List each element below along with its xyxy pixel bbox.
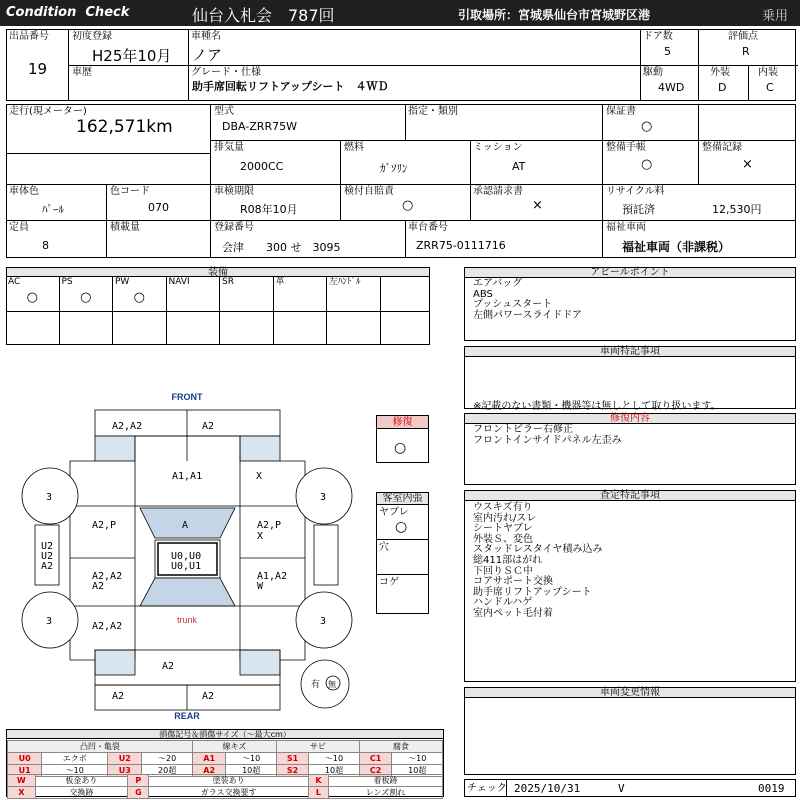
legend-code: P bbox=[128, 775, 149, 787]
legend-desc: 10超 bbox=[309, 765, 359, 777]
legend-code: G bbox=[128, 787, 149, 799]
appeal-line: ABS bbox=[473, 288, 493, 300]
equipment-item bbox=[167, 277, 221, 345]
legend-title: 損傷記号＆損傷サイズ（〜最大cm） bbox=[7, 730, 443, 739]
legend-desc: 〜10 bbox=[42, 765, 108, 777]
legend-desc: 〜20 bbox=[142, 753, 192, 765]
legend-code: U2 bbox=[108, 753, 142, 765]
drive-label: 駆動 bbox=[643, 67, 663, 78]
appeal-line: エアバッグ bbox=[473, 278, 523, 289]
side-mark-2: U2 bbox=[41, 551, 54, 562]
doors-label: ドア数 bbox=[643, 31, 673, 42]
grade-value: 助手席回転リフトアップシート ４ＷＤ bbox=[192, 80, 389, 93]
car-damage-diagram bbox=[0, 380, 370, 725]
mark-hood-right: X bbox=[256, 471, 263, 482]
equipment-item bbox=[220, 277, 274, 345]
plate-value: 会津 300 せ 3095 bbox=[222, 241, 341, 254]
equipment-item bbox=[274, 277, 328, 345]
color-code-value: 070 bbox=[148, 201, 169, 214]
mark-left-quarter: A2,A2 bbox=[92, 621, 123, 632]
mark-left-rear-door-1: A2,A2 bbox=[92, 571, 123, 582]
color-code-label: 色コード bbox=[110, 186, 150, 197]
equipment-value: ○ bbox=[133, 290, 145, 305]
interior-hole-label: 穴 bbox=[379, 542, 389, 553]
mark-rear-bottom-right: A2 bbox=[202, 691, 215, 702]
approval-value: × bbox=[532, 198, 543, 213]
recorder-label: 検付自賠責 bbox=[344, 186, 394, 197]
legend-code: C2 bbox=[359, 765, 392, 777]
trunk-label: trunk bbox=[176, 615, 198, 625]
inspection-value: R08年10月 bbox=[240, 203, 298, 216]
recorder-value: ○ bbox=[402, 198, 414, 213]
plate-label: 登録番号 bbox=[214, 222, 254, 233]
model-value: DBA-ZRR75W bbox=[222, 120, 297, 133]
pickup-location: 引取場所：宮城県仙台市宮城野区港 bbox=[458, 8, 651, 22]
spare-mark: 無 bbox=[328, 680, 336, 689]
tire-front-left: 3 bbox=[46, 492, 53, 503]
load-label: 積載量 bbox=[110, 222, 140, 233]
service-book-label: 整備手帳 bbox=[606, 142, 646, 153]
mark-rear-gate: A2 bbox=[162, 661, 175, 672]
mark-front-top-right: A2 bbox=[202, 421, 215, 432]
mark-left-front-door: A2,P bbox=[92, 520, 117, 531]
legend-code: X bbox=[8, 787, 36, 799]
equipment-label: NAVI bbox=[168, 277, 190, 287]
legend-desc: ガラス交換要す bbox=[149, 787, 308, 799]
tire-rear-left: 3 bbox=[46, 616, 53, 627]
capacity-label: 定員 bbox=[9, 222, 29, 233]
inspection-label: 車検期限 bbox=[214, 186, 254, 197]
legend-code: L bbox=[308, 787, 328, 799]
welfare-value: 福祉車両（非課税） bbox=[622, 240, 731, 254]
mark-right-front-door-1: A2,P bbox=[257, 520, 282, 531]
interior-wrinkle-value: ○ bbox=[395, 519, 408, 535]
chassis-label: 車台番号 bbox=[408, 222, 448, 233]
interior-burn-label: コゲ bbox=[379, 577, 399, 588]
check-number: 0019 bbox=[758, 782, 785, 795]
legend-desc: 10超 bbox=[226, 765, 276, 777]
note-line: 外装Ｓ、変色 bbox=[473, 533, 533, 545]
check-label: チェック bbox=[467, 783, 507, 794]
note-line: スタッドレスタイヤ積み込み bbox=[473, 544, 603, 556]
notes-list bbox=[473, 503, 603, 620]
mark-front-top-left: A2,A2 bbox=[112, 421, 143, 432]
mileage-label: 走行(現メーター) bbox=[9, 106, 87, 117]
first-reg-label: 初度登録 bbox=[72, 31, 112, 42]
check-date: 2025/10/31 bbox=[514, 782, 581, 795]
history-label: 車歴 bbox=[72, 67, 92, 78]
equipment-item bbox=[6, 277, 60, 345]
lot-label: 出品番号 bbox=[9, 31, 49, 42]
interior-wrinkle-label: ヤブレ bbox=[379, 507, 409, 518]
legend-code: K bbox=[308, 775, 328, 787]
recycle-status: 預託済 bbox=[622, 203, 655, 216]
legend-desc: 〜10 bbox=[392, 753, 443, 765]
mark-hood-left: A1,A1 bbox=[172, 471, 203, 482]
mark-roof-2: U0,U1 bbox=[171, 561, 202, 572]
legend-code: A2 bbox=[192, 765, 226, 777]
lot-number: 19 bbox=[28, 60, 48, 78]
repair-title: 修復 bbox=[377, 416, 428, 429]
exterior-label: 外装 bbox=[710, 67, 730, 78]
special-title: 車両特記事項 bbox=[465, 347, 795, 357]
transmission-value: AT bbox=[512, 160, 526, 173]
legend-code: S2 bbox=[276, 765, 308, 777]
tire-front-right: 3 bbox=[320, 492, 327, 503]
mark-roof-1: U0,U0 bbox=[171, 551, 202, 562]
vehicle-category: 乗用 bbox=[762, 9, 789, 24]
mark-windshield: A bbox=[182, 520, 189, 531]
equipment-label: PW bbox=[115, 277, 130, 287]
mark-right-rear-door-2: W bbox=[257, 581, 264, 592]
legend-desc: 板金あり bbox=[35, 775, 128, 787]
legend-desc: 20超 bbox=[142, 765, 192, 777]
interior-title: 客室内張 bbox=[377, 493, 428, 505]
legend-grid bbox=[7, 740, 443, 777]
repair-value: ○ bbox=[394, 440, 407, 456]
equipment-label: AC bbox=[8, 277, 21, 287]
check-mark: V bbox=[618, 782, 625, 795]
interior-value: C bbox=[766, 81, 774, 94]
equipment-value: ○ bbox=[80, 290, 92, 305]
legend-code: W bbox=[8, 775, 36, 787]
mark-right-rear-door-1: A1,A2 bbox=[257, 571, 288, 582]
note-line: 総411部はがれ bbox=[473, 554, 543, 566]
rating-value: R bbox=[742, 45, 750, 58]
equipment-label: SR bbox=[222, 277, 234, 287]
legend-desc: 〜10 bbox=[309, 753, 359, 765]
legend-desc: レンズ割れ bbox=[329, 787, 443, 799]
color-value: ﾊﾟｰﾙ bbox=[42, 203, 64, 216]
legend-code: C1 bbox=[359, 753, 392, 765]
mark-rear-bottom-left: A2 bbox=[112, 691, 125, 702]
equipment-label: 革 bbox=[275, 277, 285, 287]
equipment-title: 装備 bbox=[7, 268, 429, 277]
equipment-item bbox=[327, 277, 381, 345]
drive-value: 4WD bbox=[658, 81, 685, 94]
repair-line: フロントインサイドパネル左歪み bbox=[473, 434, 622, 446]
warranty-label: 保証書 bbox=[606, 106, 636, 117]
note-line: ウスキズ有り bbox=[473, 502, 533, 513]
appeal-list bbox=[473, 279, 582, 321]
name-label: 車種名 bbox=[191, 31, 221, 42]
note-line: ハンドルハゲ bbox=[473, 597, 533, 609]
fuel-value: ｶﾞｿﾘﾝ bbox=[380, 162, 408, 175]
exterior-value: D bbox=[718, 81, 727, 94]
model-label: 型式 bbox=[214, 106, 234, 117]
doors-value: 5 bbox=[664, 45, 671, 58]
mileage-value: 162,571km bbox=[76, 117, 173, 137]
brand-title: Condition Check bbox=[6, 5, 130, 20]
legend-header: 腐食 bbox=[359, 741, 442, 753]
legend-desc: エクボ bbox=[42, 753, 108, 765]
repair-list bbox=[473, 425, 622, 446]
legend-code: U0 bbox=[8, 753, 42, 765]
note-line: 助手席リフトアップシート bbox=[473, 586, 592, 598]
approval-label: 承認請求書 bbox=[473, 186, 523, 197]
legend-code: A1 bbox=[192, 753, 226, 765]
repair-line: フロントピラー右修正 bbox=[473, 424, 573, 435]
inspector-notes-title: 査定特記事項 bbox=[465, 491, 795, 501]
special-note: ※記載のない書類・機器等は無しとして取り扱います。 bbox=[473, 401, 721, 412]
note-line: シートヤブレ bbox=[473, 523, 533, 535]
service-record-value: × bbox=[742, 157, 753, 172]
legend-desc: 塗装あり bbox=[149, 775, 308, 787]
change-title: 車両変更情報 bbox=[465, 688, 795, 698]
change-box bbox=[464, 687, 796, 775]
warranty-value: ○ bbox=[641, 119, 653, 134]
appeal-title: アピールポイント bbox=[465, 268, 795, 278]
legend-desc: 〜10 bbox=[226, 753, 276, 765]
legend-header: サビ bbox=[276, 741, 359, 753]
legend-header: 凸凹・亀裂 bbox=[8, 741, 193, 753]
equipment-label: PS bbox=[61, 277, 73, 287]
displacement-label: 排気量 bbox=[214, 142, 244, 153]
chassis-value: ZRR75-0111716 bbox=[416, 239, 506, 252]
grade-label: グレード・仕様 bbox=[191, 67, 261, 78]
legend-extra bbox=[7, 774, 443, 799]
equipment-item bbox=[60, 277, 114, 345]
repair-content-title: 修復内容 bbox=[465, 414, 795, 424]
equipment-value: ○ bbox=[26, 290, 38, 305]
legend-header: 線キズ bbox=[192, 741, 276, 753]
interior-label: 内装 bbox=[758, 67, 778, 78]
spare-label: 有 bbox=[311, 680, 321, 690]
appeal-line: プッシュスタート bbox=[473, 299, 553, 311]
welfare-label: 福祉車両 bbox=[606, 222, 646, 233]
tire-rear-right: 3 bbox=[320, 616, 327, 627]
recycle-label: リサイクル料 bbox=[606, 186, 665, 197]
appeal-line: 左側パワースライドドア bbox=[473, 309, 582, 321]
equipment-item bbox=[113, 277, 167, 345]
legend-code: U1 bbox=[8, 765, 42, 777]
legend-desc: 着板跡 bbox=[329, 775, 443, 787]
first-reg-value: H25年10月 bbox=[92, 47, 172, 65]
legend-code: S1 bbox=[276, 753, 308, 765]
legend-desc: 10超 bbox=[392, 765, 443, 777]
color-label: 車体色 bbox=[9, 186, 39, 197]
service-book-value: ○ bbox=[641, 157, 653, 172]
note-line: 室内ペット毛付着 bbox=[473, 607, 553, 619]
side-mark-1: U2 bbox=[41, 541, 54, 552]
fuel-label: 燃料 bbox=[344, 142, 364, 153]
service-record-label: 整備記録 bbox=[702, 142, 742, 153]
designation-label: 指定・類別 bbox=[408, 106, 458, 117]
transmission-label: ミッション bbox=[473, 142, 523, 153]
mark-left-rear-door-2: A2 bbox=[92, 581, 105, 592]
mark-right-front-door-2: X bbox=[257, 531, 264, 542]
legend-desc: 交換跡 bbox=[35, 787, 128, 799]
note-line: 室内汚れ/スレ bbox=[473, 512, 537, 524]
capacity-value: 8 bbox=[42, 239, 49, 252]
note-line: 下回りＳＣ中 bbox=[473, 565, 533, 577]
front-label: FRONT bbox=[171, 392, 203, 402]
side-mark-3: A2 bbox=[41, 561, 54, 572]
recycle-fee: 12,530円 bbox=[712, 203, 762, 216]
note-line: コアサポート交換 bbox=[473, 576, 553, 588]
displacement-value: 2000CC bbox=[240, 160, 284, 173]
vehicle-name: ノア bbox=[192, 46, 223, 64]
rating-label: 評価点 bbox=[728, 31, 758, 42]
equipment-label: 左ﾊﾝﾄﾞﾙ bbox=[329, 277, 361, 287]
auction-title: 仙台入札会 787回 bbox=[192, 6, 335, 25]
rear-label: REAR bbox=[174, 711, 200, 721]
legend-code: U3 bbox=[108, 765, 142, 777]
